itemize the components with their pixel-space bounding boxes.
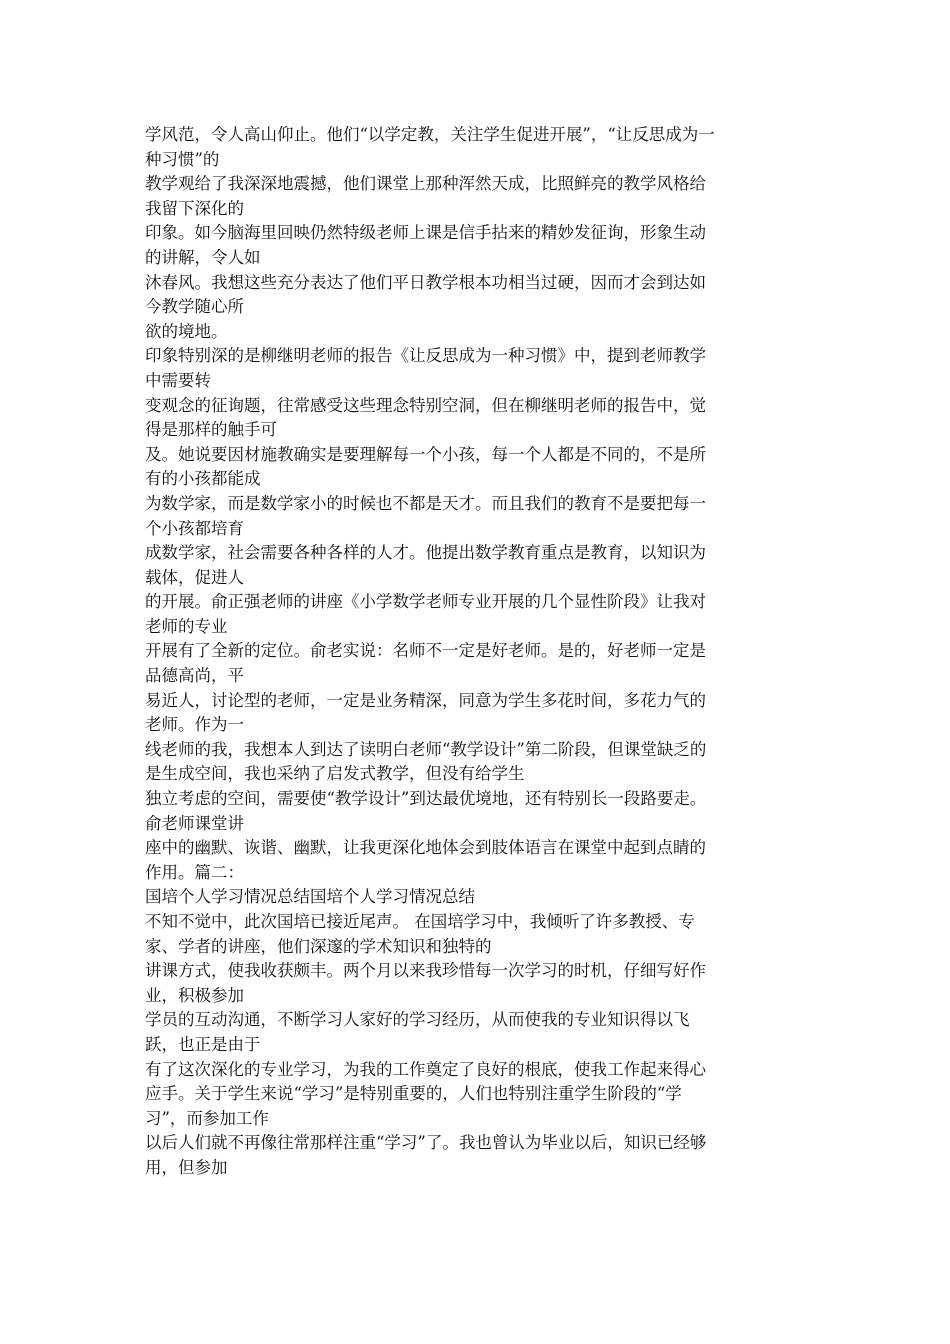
text-line: 老师的专业 bbox=[145, 616, 228, 636]
text-line: 用，但参加 bbox=[145, 1157, 228, 1177]
text-line: 家、学者的讲座，他们深邃的学术知识和独特的 bbox=[145, 936, 492, 956]
text-line: 中需要转 bbox=[145, 370, 211, 390]
text-line: 易近人，讨论型的老师，一定是业务精深，同意为学生多花时间，多花力气的 bbox=[145, 690, 706, 710]
text-line: 老师。作为一 bbox=[145, 715, 244, 735]
text-line: 学员的互动沟通，不断学习人家好的学习经历，从而使我的专业知识得以飞 bbox=[145, 1010, 690, 1030]
text-line: 成数学家，社会需要各种各样的人才。他提出数学教育重点是教育，以知识为 bbox=[145, 543, 706, 563]
text-line: 及。她说要因材施教确实是要理解每一个小孩，每一个人都是不同的，不是所 bbox=[145, 444, 706, 464]
text-line: 的开展。俞正强老师的讲座《小学数学老师专业开展的几个显性阶段》让我对 bbox=[145, 592, 706, 612]
text-line: 我留下深化的 bbox=[145, 198, 244, 218]
text-line: 应手。关于学生来说“学习”是特别重要的，人们也特别注重学生阶段的“学 bbox=[145, 1084, 682, 1104]
text-line: 跃，也正是由于 bbox=[145, 1034, 261, 1054]
text-line: 印象。如今脑海里回映仍然特级老师上课是信手拈来的精妙发征询，形象生动 bbox=[145, 223, 706, 243]
text-line: 讲课方式，使我收获颇丰。两个月以来我珍惜每一次学习的时机，仔细写好作 bbox=[145, 961, 706, 981]
text-line: 变观念的征询题，往常感受这些理念特别空洞，但在柳继明老师的报告中，觉 bbox=[145, 395, 706, 415]
text-line: 欲的境地。 bbox=[145, 321, 228, 341]
text-line: 为数学家，而是数学家小的时候也不都是天才。而且我们的教育不是要把每一 bbox=[145, 493, 706, 513]
text-line: 得是那样的触手可 bbox=[145, 420, 277, 440]
text-line: 沐春风。我想这些充分表达了他们平日教学根本功相当过硬，因而才会到达如 bbox=[145, 272, 706, 292]
text-line: 载体，促进人 bbox=[145, 567, 244, 587]
text-line: 不知不觉中，此次国培已接近尾声。 在国培学习中，我倾听了许多教授、专 bbox=[145, 912, 695, 931]
document-body bbox=[145, 123, 805, 1181]
text-line: 国培个人学习情况总结国培个人学习情况总结 bbox=[145, 887, 475, 907]
text-line: 今教学随心所 bbox=[145, 297, 244, 317]
text-line: 的讲解，令人如 bbox=[145, 247, 261, 267]
text-line: 是生成空间，我也采纳了启发式教学，但没有给学生 bbox=[145, 764, 525, 784]
text-line: 以后人们就不再像往常那样注重“学习”了。我也曾认为毕业以后，知识已经够 bbox=[145, 1133, 707, 1153]
text-line: 业，积极参加 bbox=[145, 985, 244, 1005]
text-line: 俞老师课堂讲 bbox=[145, 813, 244, 833]
text-line: 线老师的我，我想本人到达了读明白老师“教学设计”第二阶段，但课堂缺乏的 bbox=[145, 739, 707, 759]
text-line: 开展有了全新的定位。俞老实说：名师不一定是好老师。是的，好老师一定是 bbox=[145, 641, 706, 661]
text-line: 个小孩都培育 bbox=[145, 518, 244, 538]
text-line: 品德高尚，平 bbox=[145, 666, 244, 686]
text-line: 教学观给了我深深地震撼，他们课堂上那种浑然天成，比照鲜亮的教学风格给 bbox=[145, 174, 706, 194]
text-line: 印象特别深的是柳继明老师的报告《让反思成为一种习惯》中，提到老师教学 bbox=[145, 346, 706, 366]
text-line: 习”，而参加工作 bbox=[145, 1108, 269, 1128]
text-line: 种习惯”的 bbox=[145, 149, 220, 169]
text-line: 独立考虑的空间，需要使“教学设计”到达最优境地，还有特别长一段路要走。 bbox=[145, 789, 707, 809]
text-line: 座中的幽默、诙谐、幽默，让我更深化地体会到肢体语言在课堂中起到点睛的 bbox=[145, 838, 706, 858]
text-line: 学风范，令人高山仰止。他们“以学定教，关注学生促进开展”，“让反思成为一 bbox=[145, 125, 715, 144]
text-line: 有的小孩都能成 bbox=[145, 469, 261, 489]
text-line: 作用。篇二： bbox=[145, 862, 244, 882]
text-line: 有了这次深化的专业学习，为我的工作奠定了良好的根底，使我工作起来得心 bbox=[145, 1059, 706, 1079]
